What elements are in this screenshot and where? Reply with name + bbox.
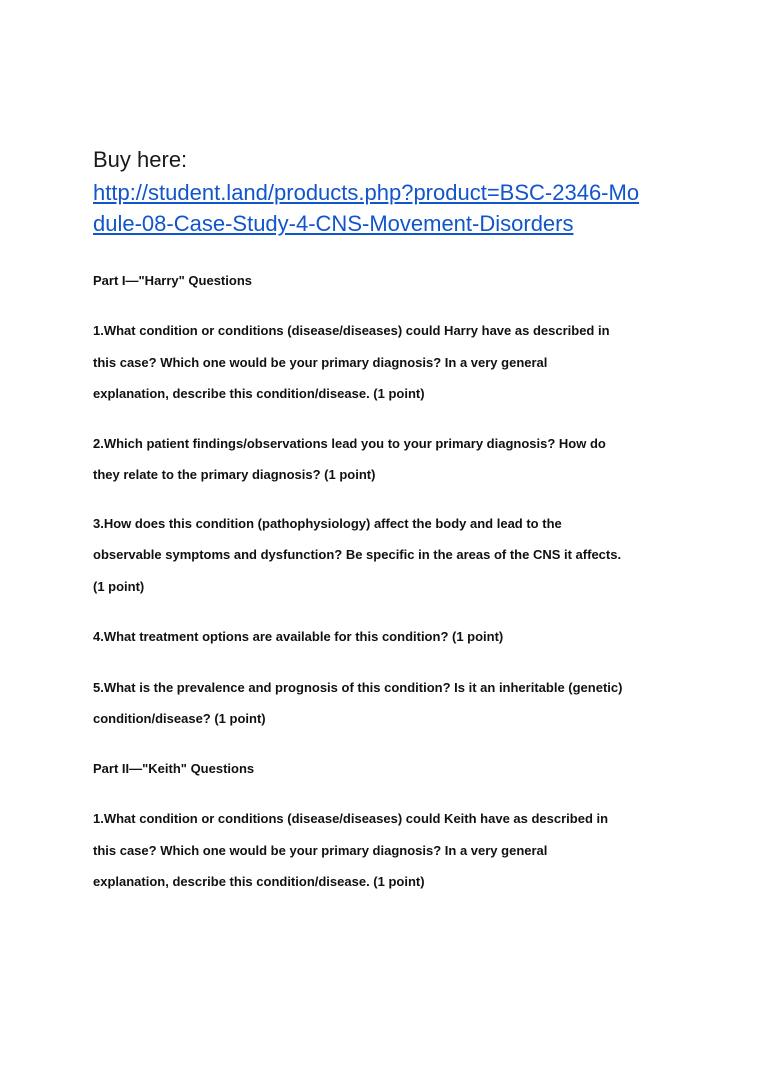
part1-q1-line-3: explanation, describe this condition/disease. (1 point) [93, 386, 425, 401]
part2-q1-line-3: explanation, describe this condition/disease. (1 point) [93, 874, 425, 889]
part1-q4-line-1: 4.What treatment options are available for this condition? (1 point) [93, 629, 504, 644]
part1-q3-line-2: observable symptoms and dysfunction? Be specific in the areas of the CNS it affects. [93, 547, 622, 562]
product-link-line-2[interactable]: dule-08-Case-Study-4-CNS-Movement-Disorders [93, 211, 574, 236]
part2-q1-line-1: 1.What condition or conditions (disease/diseases) could Keith have as described in [93, 811, 609, 826]
part2-heading: Part II—"Keith" Questions [93, 761, 255, 776]
part1-q5-line-2: condition/disease? (1 point) [93, 711, 266, 726]
buy-here-label: Buy here: [93, 147, 188, 172]
part1-q1-line-2: this case? Which one would be your primary diagnosis? In a very general [93, 355, 548, 370]
part1-q5-line-1: 5.What is the prevalence and prognosis of this condition? Is it an inheritable (genetic) [93, 680, 623, 695]
part1-q2-line-1: 2.Which patient findings/observations lead you to your primary diagnosis? How do [93, 436, 606, 451]
part1-q2-line-2: they relate to the primary diagnosis? (1 point) [93, 467, 376, 482]
part1-q1-line-1: 1.What condition or conditions (disease/diseases) could Harry have as described in [93, 323, 610, 338]
part2-q1-line-2: this case? Which one would be your primary diagnosis? In a very general [93, 843, 548, 858]
product-link-line-1[interactable]: http://student.land/products.php?product=BSC-2346-Mo [93, 180, 640, 205]
part1-heading: Part I—"Harry" Questions [93, 273, 252, 288]
product-link[interactable] [93, 177, 693, 239]
part1-q3-line-3: (1 point) [93, 579, 145, 594]
part1-q3-line-1: 3.How does this condition (pathophysiology) affect the body and lead to the [93, 516, 562, 531]
